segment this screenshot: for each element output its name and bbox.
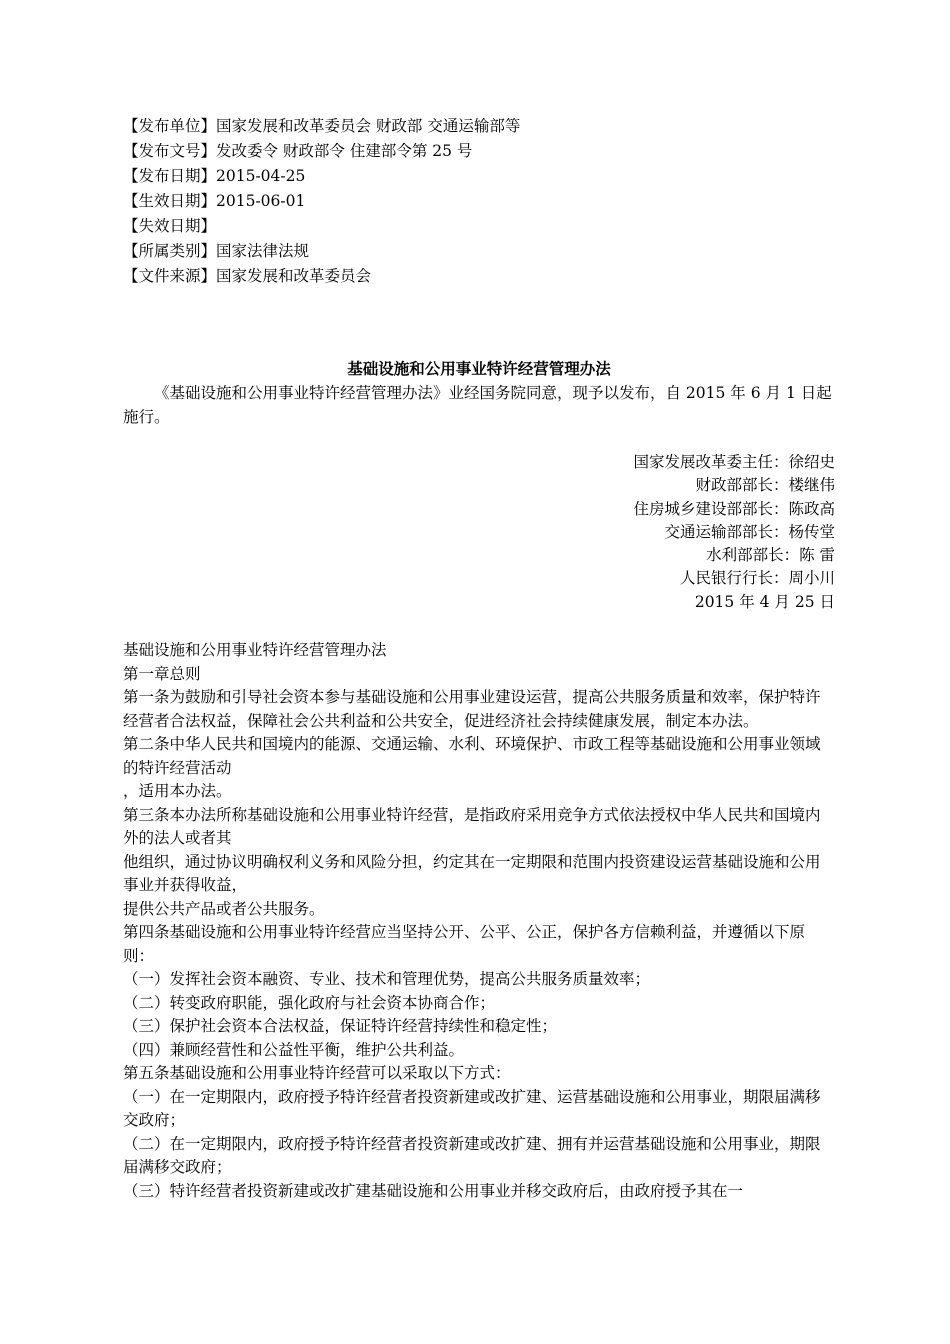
meta-effective-date: 【生效日期】2015-06-01 [123,192,306,210]
signature-line: 交通运输部部长：杨传堂 [664,522,835,541]
article-paragraph: 提供公共产品或者公共服务。 [123,899,325,918]
meta-source: 【文件来源】国家发展和改革委员会 [123,267,372,285]
article-paragraph: 第四条基础设施和公用事业特许经营应当坚持公开、公平、公正，保护各方信赖利益，并遵循以下原则： [123,923,806,965]
article-paragraph: 第三条本办法所称基础设施和公用事业特许经营，是指政府采用竞争方式依法授权中华人民共和国境内外的法人或者其 [123,805,821,847]
meta-doc-number: 【发布文号】发改委令 财政部令 住建部令第 25 号 [123,142,473,160]
body-heading: 基础设施和公用事业特许经营管理办法 [123,641,387,659]
signature-block [123,451,835,614]
document-body [123,639,835,1203]
list-item: （一）发挥社会资本融资、专业、技术和管理优势，提高公共服务质量效率； [123,970,651,988]
meta-category: 【所属类别】国家法律法规 [123,242,310,260]
meta-issuer: 【发布单位】国家发展和改革委员会 财政部 交通运输部等 [123,117,521,135]
signature-date: 2015 年 4 月 25 日 [694,592,835,611]
signature-line: 国家发展改革委主任：徐绍史 [633,453,835,471]
article-paragraph: ，适用本办法。 [123,782,232,800]
list-item: （二）在一定期限内，政府授予特许经营者投资新建或改扩建、拥有并运营基础设施和公用事业，期限届满移交政府； [123,1134,821,1176]
meta-issue-date: 【发布日期】2015-04-25 [123,167,306,185]
list-item: （四）兼顾经营性和公益性平衡，维护公共利益。 [123,1040,465,1059]
list-item: （三）特许经营者投资新建或改扩建基础设施和公用事业并移交政府后，由政府授予其在一 [123,1181,744,1200]
signature-line: 水利部部长：陈 雷 [706,546,835,565]
document-title: 基础设施和公用事业特许经营管理办法 [347,359,611,378]
signature-line: 财政部部长：楼继伟 [695,476,835,495]
article-paragraph: 第一条为鼓励和引导社会资本参与基础设施和公用事业建设运营，提高公共服务质量和效率，保护特许经营者合法权益，保障社会公共利益和公共安全，促进经济社会持续健康发展，制定本办法。 [123,688,821,730]
meta-expiry-date: 【失效日期】 [123,217,217,235]
document-metadata [123,114,835,289]
list-item: （三）保护社会资本合法权益，保证特许经营持续性和稳定性； [123,1017,558,1035]
article-paragraph: 第二条中华人民共和国境内的能源、交通运输、水利、环境保护、市政工程等基础设施和公用事业领域的特许经营活动 [123,735,821,777]
list-item: （一）在一定期限内，政府授予特许经营者投资新建或改扩建、运营基础设施和公用事业，期限届满移交政府； [123,1087,821,1129]
list-item: （二）转变政府职能，强化政府与社会资本协商合作； [123,993,496,1012]
article-paragraph: 他组织，通过协议明确权利义务和风险分担，约定其在一定期限和范围内投资建设运营基础设施和公用事业并获得收益， [123,852,821,894]
intro-paragraph: 《基础设施和公用事业特许经营管理办法》业经国务院同意，现予以发布，自 2015 年 6 月 1 日起施行。 [123,384,832,426]
article-paragraph: 第五条基础设施和公用事业特许经营可以采取以下方式： [123,1064,511,1082]
signature-line: 住房城乡建设部部长：陈政高 [633,499,835,518]
signature-line: 人民银行行长：周小川 [679,569,835,588]
chapter-heading: 第一章总则 [123,664,201,683]
